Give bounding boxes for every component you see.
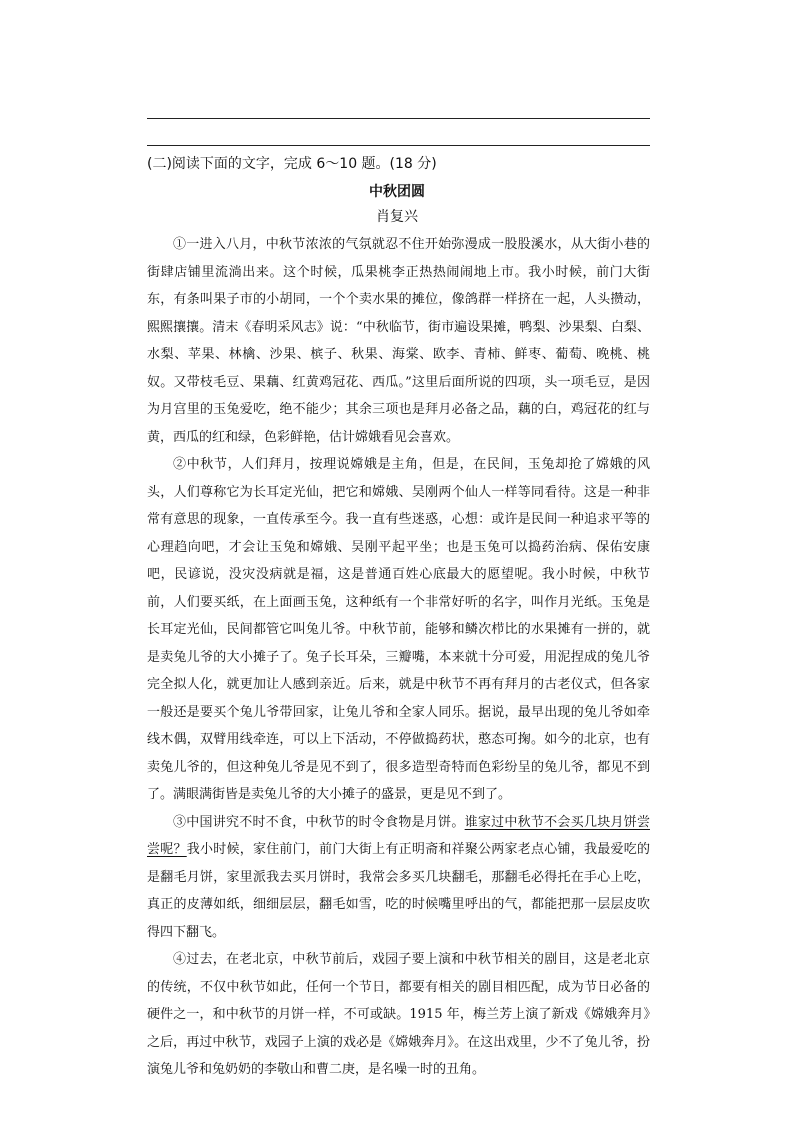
article-title: 中秋团圆 — [369, 184, 425, 200]
paragraph-4: ④过去，在老北京，中秋节前后，戏园子要上演和中秋节相关的剧目，这是老北京的传统，不仅中秋节如此，任何一个节日，都要有相关的剧目相匹配，成为节日必备的硬件之一，和中秋节的月饼一样，不可或缺。1915 年，梅兰芳上演了新戏《嫦娥奔月》之后，再过中秋节，戏园子上演的戏必是《嫦娥奔月》。在这出戏里，少不了兔儿爷，扮演兔儿爷和兔奶奶的李敬山和曹二庚，是名噪一时的丑角。 — [147, 952, 650, 1077]
paragraph-3 — [147, 809, 650, 947]
section-instruction: (二)阅读下面的文字，完成 6～10 题。(18 分) — [147, 156, 437, 172]
underlined-sentence: 谁家过中秋节不会买几块月饼尝尝呢？ — [147, 814, 650, 857]
paragraph-3-lead: ③中国讲究不时不食，中秋节的时令食物是月饼。 — [173, 814, 465, 830]
paragraph-1: ①一进入八月，中秋节浓浓的气氛就忍不住开始弥漫成一股股溪水，从大街小巷的街肆店铺里流淌出来。这个时候，瓜果桃李正热热闹闹地上市。我小时候，前门大街东，有条叫果子市的小胡同，一个个卖水果的摊位，像鸽群一样挤在一起，人头攒动，熙熙攘攘。清末《春明采风志》说：“中秋临节，街市遍设果摊，鸭梨、沙果梨、白梨、水梨、苹果、林檎、沙果、槟子、秋果、海棠、欧李、青柿、鲜枣、葡萄、晚桃、桃奴。又带枝毛豆、果藕、红黄鸡冠花、西瓜。”这里后面所说的四项，头一项毛豆，是因为月宫里的玉兔爱吃，绝不能少；其余三项也是拜月必备之品，藕的白，鸡冠花的红与黄，西瓜的红和绿，色彩鲜艳，估计嫦娥看见会喜欢。 — [147, 237, 650, 445]
article-author: 肖复兴 — [376, 209, 418, 225]
paragraph-3-rest: 我小时候，家住前门，前门大街上有正明斋和祥聚公两家老点心铺，我最爱吃的是翻毛月饼，家里派我去买月饼时，我常会多买几块翻毛，那翻毛必得托在手心上吃，真正的皮薄如纸，细细层层，翻毛如雪，吃的时候嘴里呼出的气，都能把那一层层皮吹得四下翻飞。 — [147, 842, 650, 940]
answer-line-1 — [147, 118, 650, 119]
answer-line-2 — [147, 145, 650, 146]
article-body — [147, 231, 650, 1084]
paragraph-2: ②中秋节，人们拜月，按理说嫦娥是主角，但是，在民间，玉兔却抢了嫦娥的风头，人们尊称它为长耳定光仙，把它和嫦娥、吴刚两个仙人一样等同看待。这是一种非常有意思的现象，一直传承至今。我一直有些迷惑，心想：或许是民间一种追求平等的心理趋向吧，才会让玉兔和嫦娥、吴刚平起平坐；也是玉兔可以捣药治病、保佑安康吧，民谚说，没灾没病就是福，这是普通百姓心底最大的愿望呢。我小时候，中秋节前，人们要买纸，在上面画玉兔，这种纸有一个非常好听的名字，叫作月光纸。玉兔是长耳定光仙，民间都管它叫兔儿爷。中秋节前，能够和鳞次栉比的水果摊有一拼的，就是卖兔儿爷的大小摊子了。兔子长耳朵，三瓣嘴，本来就十分可爱，用泥捏成的兔儿爷完全拟人化，就更加让人感到亲近。后来，就是中秋节不再有拜月的古老仪式，但各家一般还是要买个兔儿爷带回家，让兔儿爷和全家人同乐。据说，最早出现的兔儿爷如牵线木偶，双臂用线牵连，可以上下活动，不停做捣药状，憨态可掬。如今的北京，也有卖兔儿爷的，但这种兔儿爷是见不到了，很多造型奇特而色彩纷呈的兔儿爷，都见不到了。满眼满街皆是卖兔儿爷的大小摊子的盛景，更是见不到了。 — [147, 457, 650, 802]
